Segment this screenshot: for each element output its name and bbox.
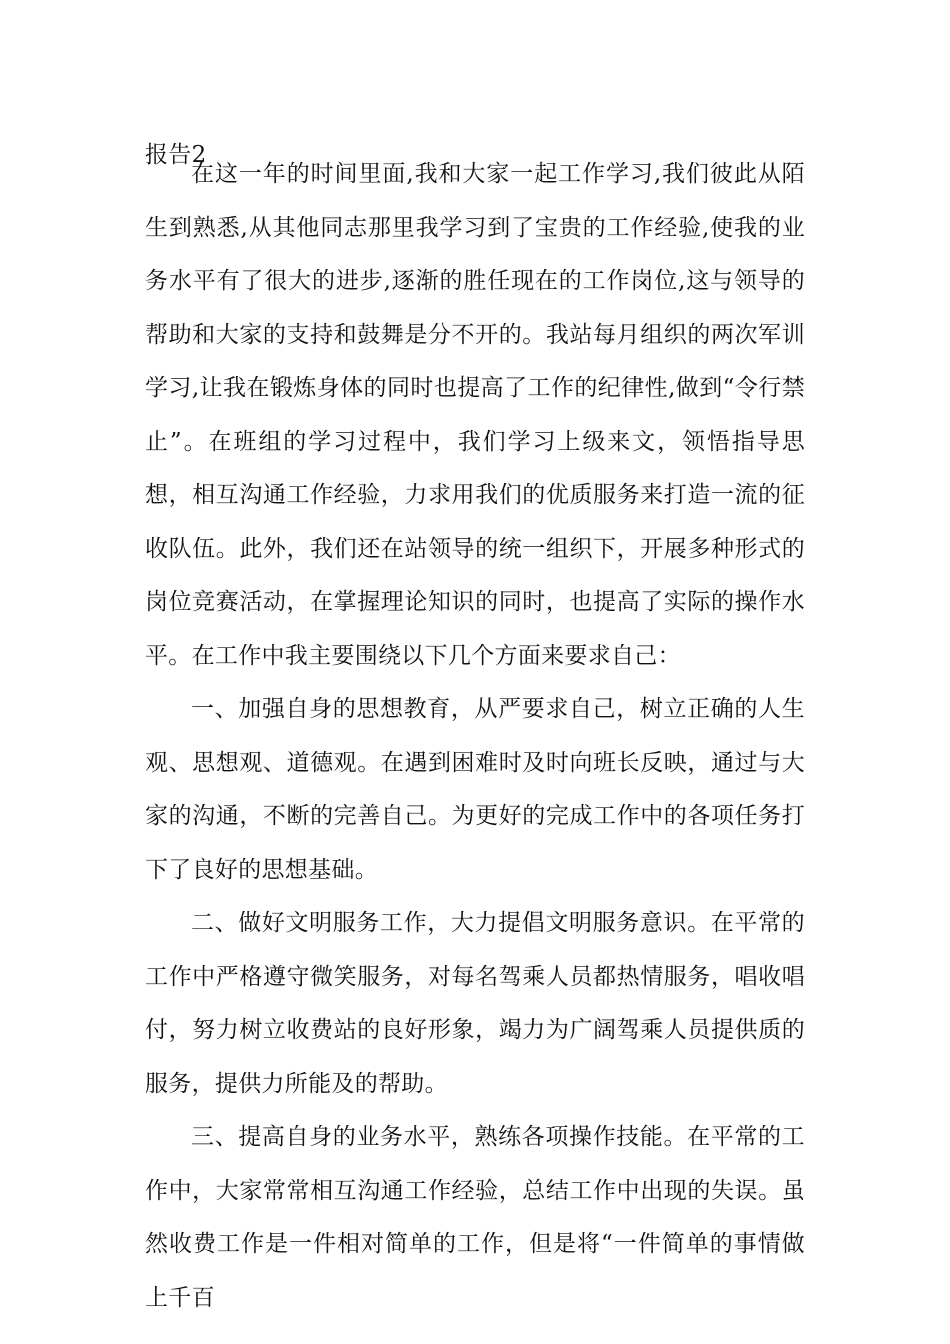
- paragraph-intro: 在这一年的时间里面,我和大家一起工作学习,我们彼此从陌生到熟悉,从其他同志那里我学习到了宝贵的工作经验,使我的业务水平有了很大的进步,逐渐的胜任现在的工作岗位,这与领导的帮助和大家的支持和鼓舞是分不开的。我站每月组织的两次军训学习,让我在锻炼身体的同时也提高了工作的纪律性,做到“令行禁止”。在班组的学习过程中，我们学习上级来文，领悟指导思想，相互沟通工作经验，力求用我们的优质服务来打造一流的征收队伍。此外，我们还在站领导的统一组织下，开展多种形式的岗位竞赛活动，在掌握理论知识的同时，也提高了实际的操作水平。在工作中我主要围绕以下几个方面来要求自己：: [145, 161, 805, 669]
- paragraph-point-2: 二、做好文明服务工作，大力提倡文明服务意识。在平常的工作中严格遵守微笑服务，对每名驾乘人员都热情服务，唱收唱付，努力树立收费站的良好形象，竭力为广阔驾乘人员提供质的服务，提供力所能及的帮助。: [145, 910, 805, 1097]
- document-body: [145, 148, 805, 1325]
- paragraph-point-1: 一、加强自身的思想教育，从严要求自己，树立正确的人生观、思想观、道德观。在遇到困难时及时向班长反映，通过与大家的沟通，不断的完善自己。为更好的完成工作中的各项任务打下了良好的思想基础。: [145, 696, 805, 883]
- paragraph-point-3: 三、提高自身的业务水平，熟练各项操作技能。在平常的工作中，大家常常相互沟通工作经验，总结工作中出现的失误。虽然收费工作是一件相对简单的工作，但是将“一件简单的事情做上千百: [145, 1124, 805, 1311]
- document-heading: 报告2: [145, 142, 207, 168]
